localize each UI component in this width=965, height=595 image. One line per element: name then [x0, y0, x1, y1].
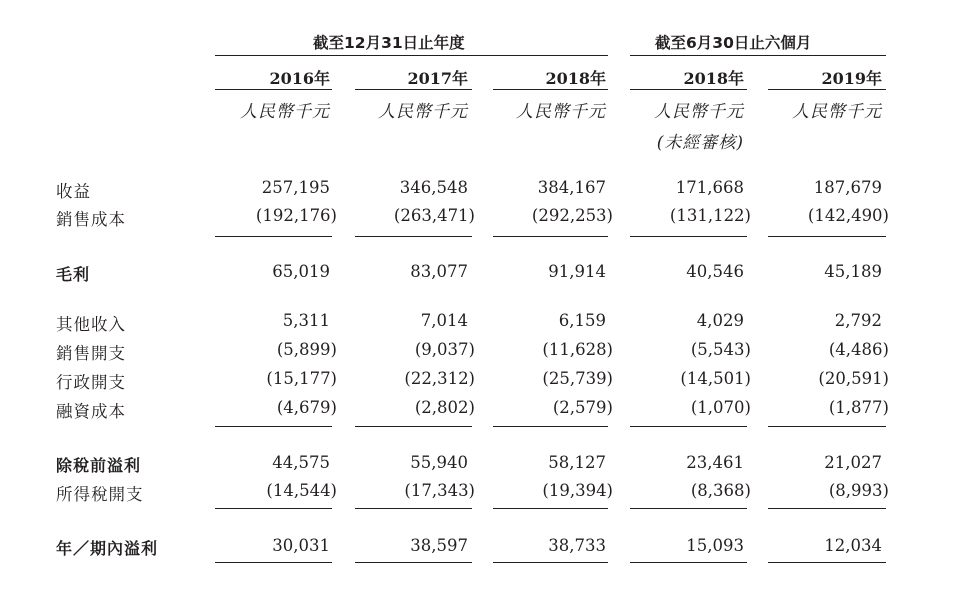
unit-label: 人民幣千元 [378, 102, 468, 122]
subtotal-rule [215, 508, 332, 509]
row-label-cost-of-sales: 銷售成本 [56, 210, 126, 229]
table-cell: 23,461 [686, 453, 744, 472]
year-header-2017: 2017年 [407, 69, 468, 88]
row-label-selling-expenses: 銷售開支 [56, 344, 126, 363]
table-cell: (4,486) [828, 340, 889, 359]
table-cell: (1,877) [828, 398, 889, 417]
subtotal-rule [355, 508, 472, 509]
table-cell: (192,176) [255, 206, 337, 225]
year-rule [493, 89, 608, 90]
subtotal-rule [768, 236, 886, 237]
subtotal-rule [630, 426, 747, 427]
total-rule [355, 562, 472, 563]
table-cell: 21,027 [824, 453, 882, 472]
year-header-2016: 2016年 [269, 69, 330, 88]
table-cell: 38,733 [548, 536, 606, 555]
table-cell: 65,019 [272, 262, 330, 281]
table-cell: (14,544) [266, 481, 337, 500]
subtotal-rule [355, 236, 472, 237]
table-cell: 257,195 [261, 178, 330, 197]
row-label-income-tax: 所得稅開支 [56, 485, 144, 504]
table-cell: 7,014 [420, 311, 468, 330]
total-rule [768, 562, 886, 563]
unaudited-note: (未經審核) [656, 133, 744, 153]
table-cell: (131,122) [669, 206, 751, 225]
subtotal-rule [493, 426, 608, 427]
table-cell: (22,312) [404, 369, 475, 388]
year-header-2018-interim: 2018年 [683, 69, 744, 88]
table-cell: (17,343) [404, 481, 475, 500]
annual-period-header: 截至12月31日止年度 [313, 34, 465, 52]
table-cell: 40,546 [686, 262, 744, 281]
table-cell: (5,899) [276, 340, 337, 359]
table-cell: 2,792 [834, 311, 882, 330]
subtotal-rule [493, 508, 608, 509]
table-cell: 44,575 [272, 453, 330, 472]
table-cell: (8,368) [690, 481, 751, 500]
total-rule [493, 562, 608, 563]
table-cell: 58,127 [548, 453, 606, 472]
table-cell: 12,034 [824, 536, 882, 555]
year-rule [215, 89, 332, 90]
table-cell: 55,940 [410, 453, 468, 472]
table-cell: (14,501) [680, 369, 751, 388]
interim-header-rule [630, 55, 886, 56]
interim-period-header: 截至6月30日止六個月 [655, 34, 812, 52]
row-label-other-income: 其他收入 [56, 315, 126, 334]
table-cell: 5,311 [282, 311, 330, 330]
table-cell: (292,253) [531, 206, 613, 225]
table-cell: (2,579) [552, 398, 613, 417]
annual-header-rule [215, 55, 608, 56]
table-cell: (263,471) [393, 206, 475, 225]
table-cell: (5,543) [690, 340, 751, 359]
table-cell: 384,167 [537, 178, 606, 197]
total-rule [630, 562, 747, 563]
subtotal-rule [768, 508, 886, 509]
table-cell: (1,070) [690, 398, 751, 417]
row-label-gross-profit: 毛利 [56, 265, 91, 284]
unit-label: 人民幣千元 [654, 102, 744, 122]
row-label-finance-costs: 融資成本 [56, 402, 126, 421]
year-header-2018: 2018年 [545, 69, 606, 88]
subtotal-rule [215, 426, 332, 427]
table-cell: 15,093 [686, 536, 744, 555]
table-cell: 171,668 [675, 178, 744, 197]
subtotal-rule [493, 236, 608, 237]
table-cell: 83,077 [410, 262, 468, 281]
table-cell: (15,177) [266, 369, 337, 388]
year-rule [768, 89, 886, 90]
row-label-admin-expenses: 行政開支 [56, 373, 126, 392]
table-cell: (11,628) [542, 340, 613, 359]
subtotal-rule [630, 236, 747, 237]
row-label-revenue: 收益 [56, 182, 91, 201]
table-cell: 91,914 [548, 262, 606, 281]
unit-label: 人民幣千元 [240, 102, 330, 122]
total-rule [215, 562, 332, 563]
table-cell: 38,597 [410, 536, 468, 555]
row-label-profit-before-tax: 除稅前溢利 [56, 456, 142, 475]
table-cell: 30,031 [272, 536, 330, 555]
table-cell: (9,037) [414, 340, 475, 359]
year-header-2019-interim: 2019年 [821, 69, 882, 88]
table-cell: 45,189 [824, 262, 882, 281]
table-cell: 4,029 [696, 311, 744, 330]
subtotal-rule [355, 426, 472, 427]
table-cell: (2,802) [414, 398, 475, 417]
subtotal-rule [768, 426, 886, 427]
row-label-profit-for-period: 年／期內溢利 [56, 539, 159, 558]
table-cell: (8,993) [828, 481, 889, 500]
table-cell: (142,490) [807, 206, 889, 225]
unit-label: 人民幣千元 [516, 102, 606, 122]
subtotal-rule [215, 236, 332, 237]
table-cell: (20,591) [818, 369, 889, 388]
year-rule [630, 89, 747, 90]
table-cell: (4,679) [276, 398, 337, 417]
table-cell: (19,394) [542, 481, 613, 500]
table-cell: 6,159 [558, 311, 606, 330]
subtotal-rule [630, 508, 747, 509]
table-cell: (25,739) [542, 369, 613, 388]
table-cell: 187,679 [813, 178, 882, 197]
table-cell: 346,548 [399, 178, 468, 197]
year-rule [355, 89, 472, 90]
unit-label: 人民幣千元 [792, 102, 882, 122]
